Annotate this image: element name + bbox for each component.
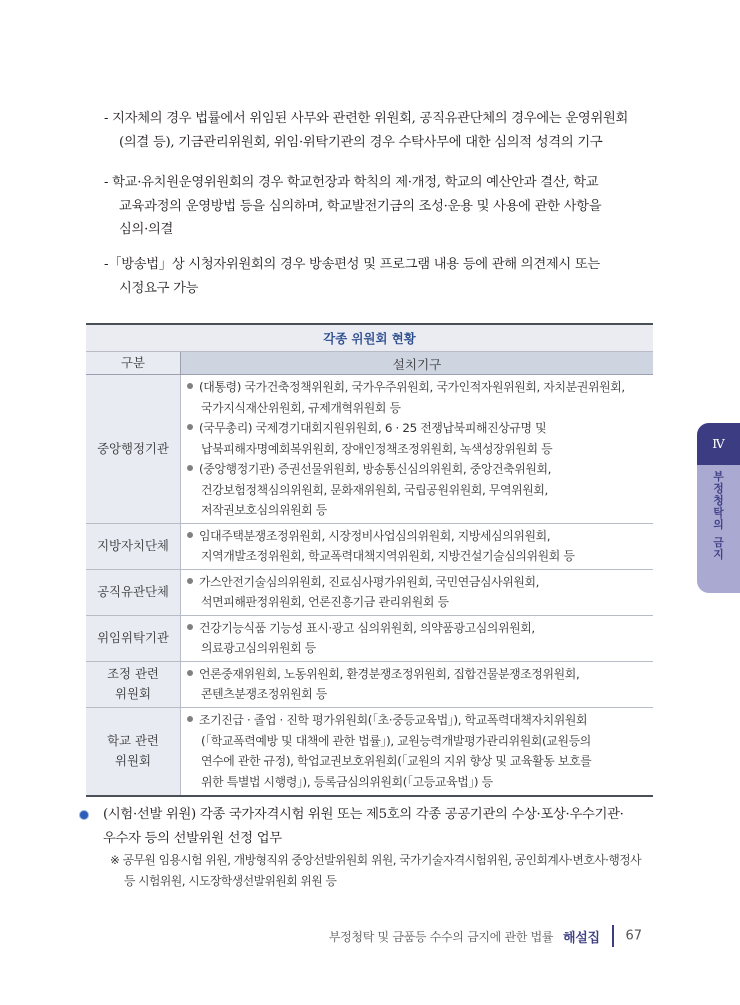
category-line: 위원회 — [115, 686, 151, 701]
table-caption-row — [86, 324, 653, 352]
row-items — [181, 375, 654, 524]
item-line: 국가지식재산위원회, 규제개혁위원회 등 — [201, 400, 401, 415]
table-header-row — [86, 352, 653, 375]
col-header-bodies: 설치기구 — [181, 352, 654, 375]
paragraph-line: -「방송법」상 시청자위원회의 경우 방송편성 및 프로그램 내용 등에 관해 의견제시 또는 — [104, 257, 600, 272]
row-items — [181, 523, 654, 569]
paragraph-line: - 지자체의 경우 법률에서 위임된 사무와 관련한 위원회, 공직유관단체의 경우에는 운영위원회 — [104, 111, 629, 126]
item-line: 연수에 관한 규정), 학업교권보호위원회(「교원의 지위 향상 및 교육활동 보호를 — [201, 754, 592, 769]
footer-label: 해설집 — [563, 930, 600, 946]
item-line: 언론중재위원회, 노동위원회, 환경분쟁조정위원회, 집합건물분쟁조정위원회, — [187, 664, 647, 685]
footnote — [110, 850, 641, 892]
bullet-dot-icon — [187, 670, 193, 676]
category-line: 학교 관련 — [107, 733, 159, 749]
table-row — [86, 615, 653, 661]
row-category: 위임위탁기관 — [86, 615, 181, 661]
footer-divider — [612, 925, 614, 947]
col-header-category: 구분 — [86, 352, 181, 375]
row-category: 공직유관단체 — [86, 569, 181, 615]
bullet-dot-icon — [187, 624, 193, 630]
paragraph-2 — [104, 171, 656, 242]
paragraph-line: (시험·선발 위원) 각종 국가자격시험 위원 또는 제5호의 각종 공공기관의 수상·포상·우수기관· — [103, 807, 624, 822]
item-line: 임대주택분쟁조정위원회, 시장정비사업심의위원회, 지방세심의위원회, — [187, 526, 647, 547]
item-line: 조기진급 · 졸업 · 진학 평가위원회(「초·중등교육법」), 학교폭력대책자치위원회 — [187, 710, 647, 731]
blue-bullet-icon — [79, 810, 89, 820]
row-items — [181, 569, 654, 615]
table-row — [86, 661, 653, 707]
item-line: (중앙행정기관) 증권선물위원회, 방송통신심의위원회, 중앙건축위원회, — [187, 459, 647, 480]
paragraph-line: 심의·의결 — [119, 222, 174, 237]
row-category: 중앙행정기관 — [86, 375, 181, 524]
paragraph-1 — [104, 107, 656, 154]
item-line: (국무총리) 국제경기대회지원위원회, 6 · 25 전쟁납북피해진상규명 및 — [187, 418, 647, 439]
row-category — [86, 661, 181, 707]
item-line: 저작권보호심의위원회 등 — [201, 503, 327, 517]
category-line: 조정 관련 — [107, 666, 159, 681]
paragraph-3 — [104, 253, 656, 300]
exam-bullet-text — [103, 803, 663, 850]
category-line: 위원회 — [115, 753, 151, 769]
table-caption: 각종 위원회 현황 — [86, 324, 653, 352]
item-line: (대통령) 국가건축정책위원회, 국가우주위원회, 국가인적자원위원회, 자치분권위원회, — [187, 377, 647, 398]
table-row — [86, 375, 653, 524]
footnote-line: 등 시험위원, 시도장학생선발위원회 위원 등 — [124, 874, 337, 888]
committee-table — [86, 323, 653, 797]
table-row — [86, 523, 653, 569]
item-line: 의료광고심의위원회 등 — [201, 641, 316, 655]
bullet-dot-icon — [187, 465, 193, 471]
chapter-side-tab — [697, 423, 740, 593]
table-row — [86, 707, 653, 796]
paragraph-line: 우수자 등의 선발위원 선정 업무 — [103, 830, 282, 846]
bullet-dot-icon — [187, 578, 193, 584]
item-line: 지역개발조정위원회, 학교폭력대책지역위원회, 지방건설기술심의위원회 등 — [201, 549, 575, 563]
item-line: 위한 특별법 시행령」), 등록금심의위원회(「고등교육법」) 등 — [201, 774, 493, 789]
item-line: (「학교폭력예방 및 대책에 관한 법률」), 교원능력개발평가관리위원회(교원등의 — [201, 733, 591, 748]
item-line: 건강기능식품 기능성 표시·광고 심의위원회, 의약품광고심의위원회, — [187, 618, 647, 639]
bullet-dot-icon — [187, 424, 193, 430]
footer-title: 부정청탁 및 금품등 수수의 금지에 관한 법률 — [328, 929, 554, 944]
bullet-dot-icon — [187, 716, 193, 722]
row-category — [86, 707, 181, 796]
row-items — [181, 661, 654, 707]
page-footer — [329, 925, 642, 947]
item-line: 콘텐츠분쟁조정위원회 등 — [201, 687, 327, 701]
bullet-dot-icon — [187, 383, 193, 389]
item-line: 가스안전기술심의위원회, 진료심사평가위원회, 국민연금심사위원회, — [187, 572, 647, 593]
chapter-number: Ⅳ — [697, 423, 740, 465]
page-number: 67 — [625, 928, 642, 944]
paragraph-line: - 학교·유치원운영위원회의 경우 학교헌장과 학칙의 제·개정, 학교의 예산안과 결산, 학교 — [104, 175, 599, 190]
row-category: 지방자치단체 — [86, 523, 181, 569]
footnote-line: ※ 공무원 임용시험 위원, 개방형직위 중앙선발위원회 위원, 국가기술자격시험위원, 공인회계사·변호사·행정사 — [110, 853, 642, 867]
row-items — [181, 707, 654, 796]
paragraph-line: 시정요구 가능 — [119, 280, 199, 296]
item-line: 건강보험정책심의위원회, 문화재위원회, 국립공원위원회, 무역위원회, — [201, 482, 548, 497]
row-items — [181, 615, 654, 661]
paragraph-line: (의결 등), 기금관리위원회, 위임·위탁기관의 경우 수탁사무에 대한 심의적 성격의 기구 — [119, 134, 603, 150]
paragraph-line: 교육과정의 운영방법 등을 심의하며, 학교발전기금의 조성·운용 및 사용에 관한 사항을 — [119, 198, 602, 214]
bullet-dot-icon — [187, 532, 193, 538]
item-line: 납북피해자명예회복위원회, 장애인정책조정위원회, 녹색성장위원회 등 — [201, 441, 553, 456]
chapter-title-vertical: 부 정 청 탁 의 금 지 — [713, 470, 724, 561]
table-row — [86, 569, 653, 615]
item-line: 석면피해판정위원회, 언론진흥기금 관리위원회 등 — [201, 595, 449, 609]
